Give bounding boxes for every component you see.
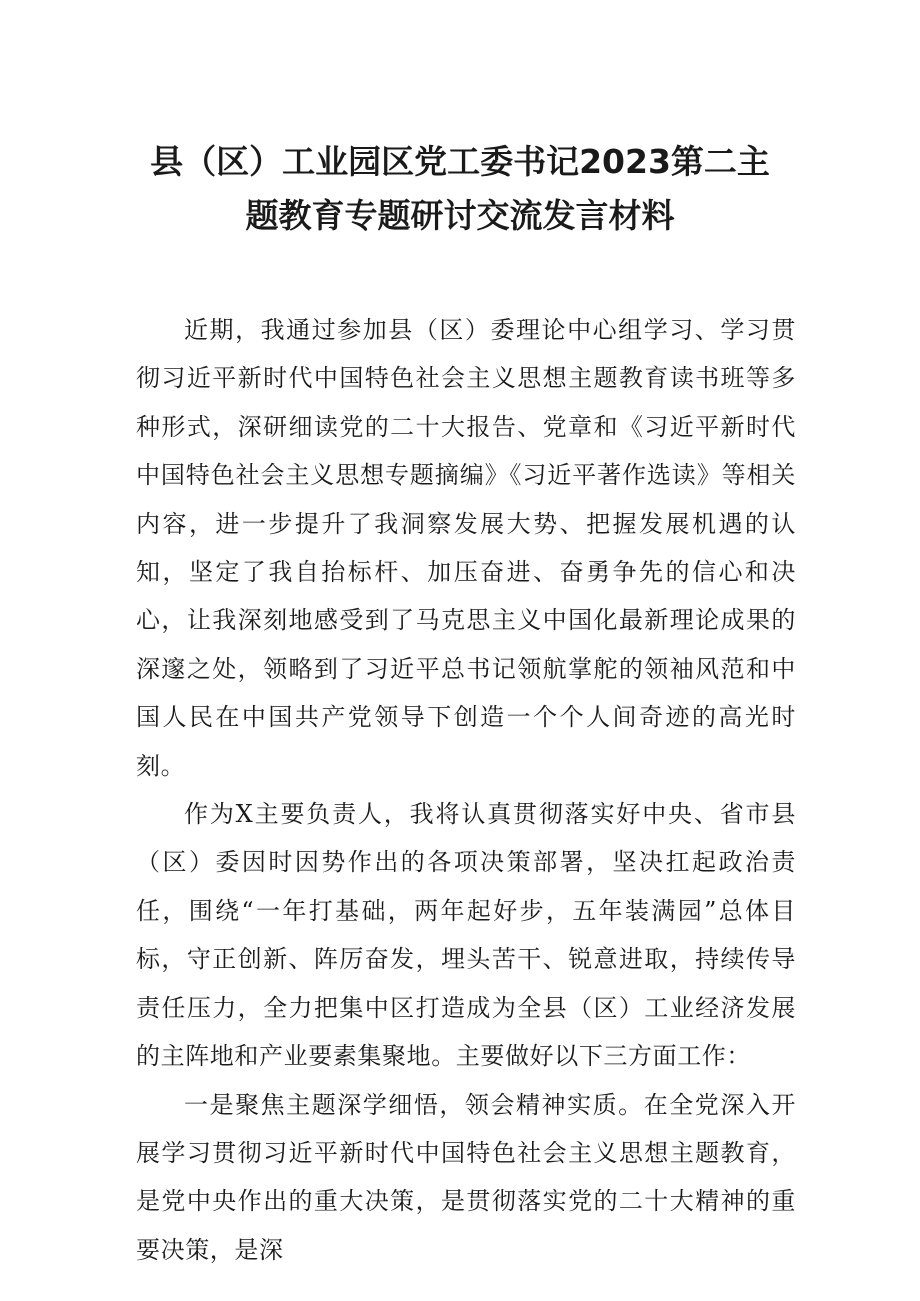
document-title-line-2: 题教育专题研讨交流发言材料 — [245, 196, 675, 235]
paragraph-1: 近期，我通过参加县（区）委理论中心组学习、学习贯彻习近平新时代中国特色社会主义思想主题教育读书班等多种形式，深研细读党的二十大报告、党章和《习近平新时代中国特色社会主义思想专题摘编》《习近平著作选读》等相关内容，进一步提升了我洞察发展大势、把握发展机遇的认知，坚定了我自抬标杆、加压奋进、奋勇争先的信心和决心，让我深刻地感受到了马克思主义中国化最新理论成果的深邃之处，领略到了习近平总书记领航掌舵的领袖风范和中国人民在中国共产党领导下创造一个个人间奇迹的高光时刻。 — [136, 316, 796, 780]
paragraph-2: 作为X主要负责人，我将认真贯彻落实好中央、省市县（区）委因时因势作出的各项决策部署，坚决扛起政治责任，围绕“一年打基础，两年起好步，五年装满园”总体目标，守正创新、阵厉奋发，埋头苦干、锐意进取，持续传导责任压力，全力把集中区打造成为全县（区）工业经济发展的主阵地和产业要素集聚地。主要做好以下三方面工作： — [136, 800, 796, 1071]
document-body — [136, 306, 796, 1274]
document-title-line-1: 县（区）工业园区党工委书记2023第二主 — [150, 142, 770, 181]
paragraph-3: 一是聚焦主题深学细悟，领会精神实质。在全党深入开展学习贯彻习近平新时代中国特色社会主义思想主题教育，是党中央作出的重大决策，是贯彻落实党的二十大精神的重要决策，是深 — [136, 1090, 796, 1264]
